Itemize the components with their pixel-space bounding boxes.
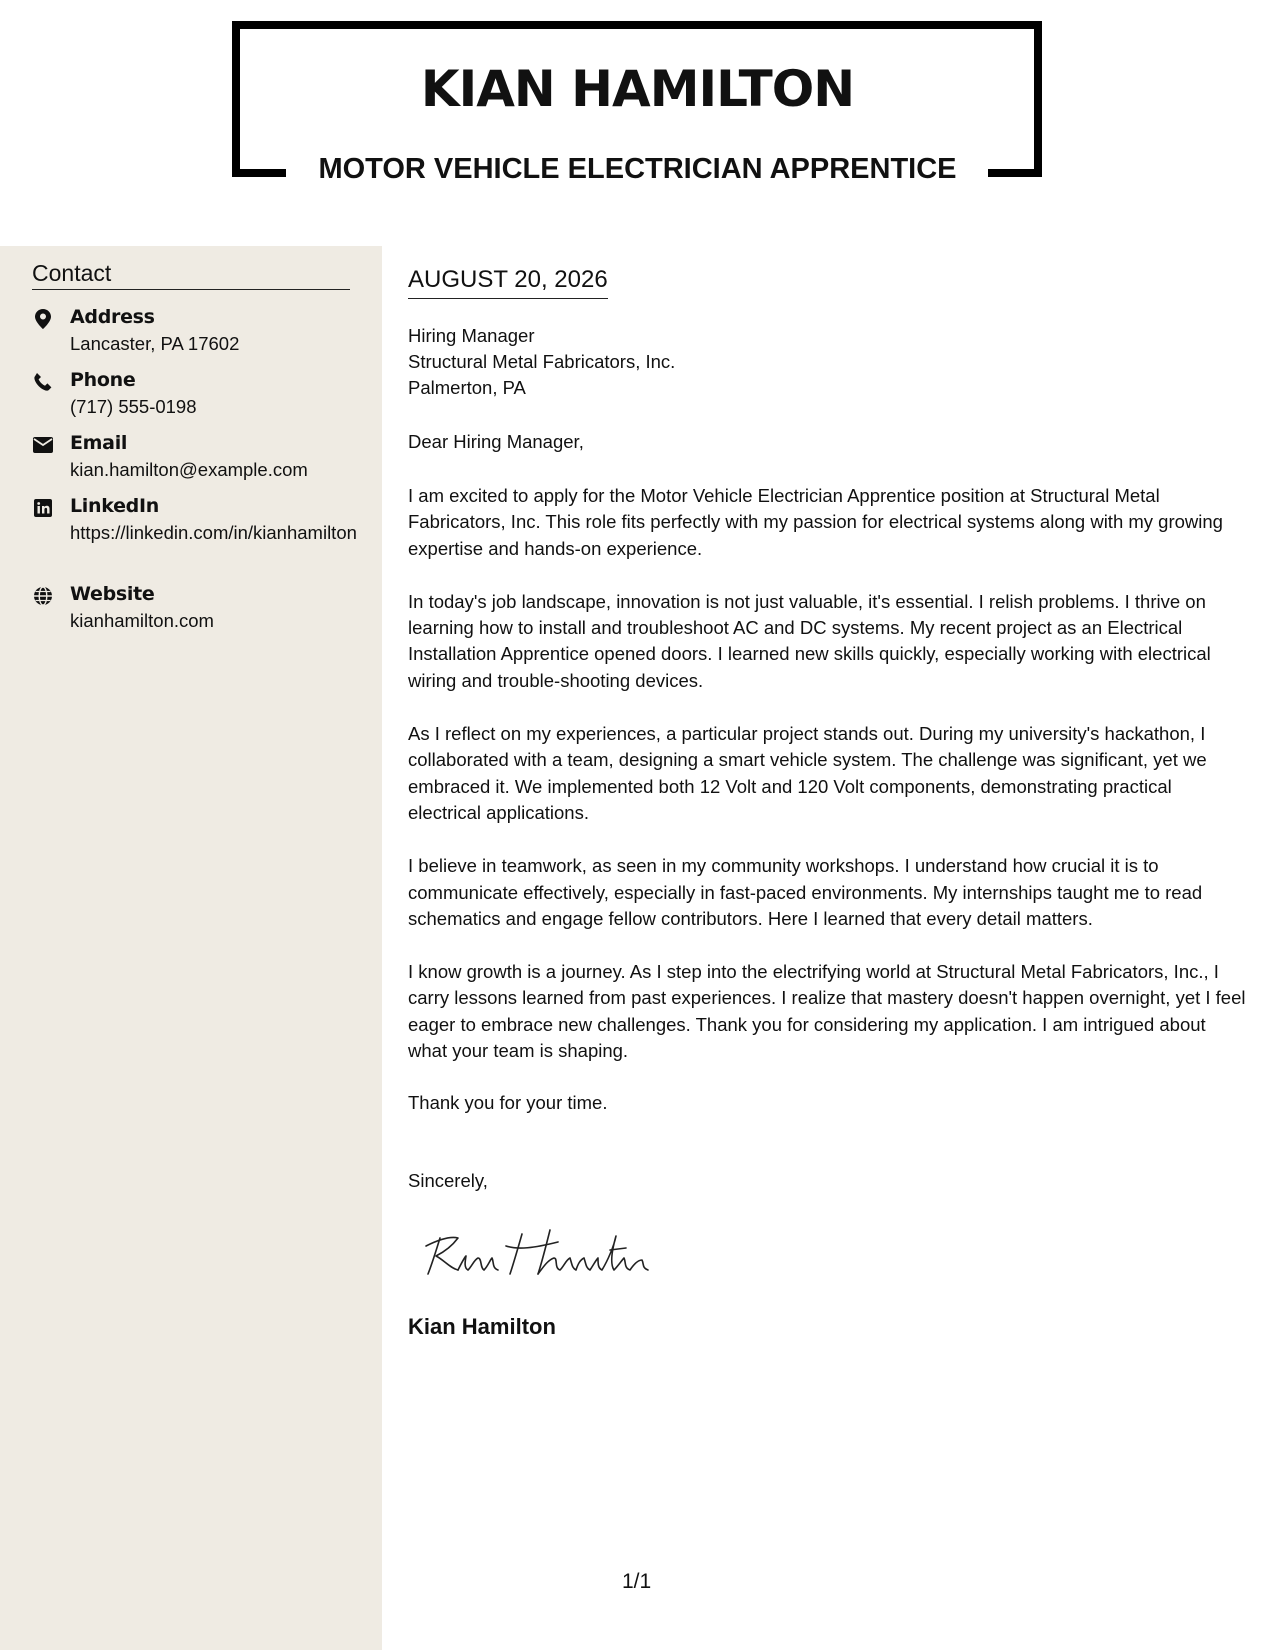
linkedin-icon <box>32 497 54 519</box>
signoff: Sincerely, <box>408 1170 488 1191</box>
salutation: Dear Hiring Manager, <box>408 431 584 452</box>
contact-value: kian.hamilton@example.com <box>70 459 308 480</box>
signer-name: Kian Hamilton <box>408 1314 556 1339</box>
applicant-name: KIAN HAMILTON <box>420 60 855 118</box>
contact-value[interactable]: https://linkedin.com/in/kianhamilton <box>70 522 357 543</box>
contact-value: Lancaster, PA 17602 <box>70 333 240 354</box>
contact-label: Email <box>70 432 128 454</box>
contact-label: Phone <box>70 369 136 391</box>
letter-paragraph: As I reflect on my experiences, a particular project stands out. During my university's hackathon, I collaborated with a team, designing a smart vehicle system. The challenge was significant, yet we embraced it. We implemented both 12 Volt and 120 Volt components, demonstrating practical electrical applications. <box>408 723 1207 823</box>
closing-thanks: Thank you for your time. <box>408 1092 608 1113</box>
letter-paragraph: In today's job landscape, innovation is not just valuable, it's essential. I relish problems. I thrive on learning how to install and troubleshoot AC and DC systems. My recent project as an Electrical Installation Apprentice opened doors. I learned new skills quickly, especially working with electrical wiring and trouble-shooting devices. <box>408 590 1211 691</box>
letter-paragraph: I know growth is a journey. As I step into the electrifying world at Structural Metal Fabricators, Inc., I carry lessons learned from past experiences. I realize that mastery doesn't happen overnight, yet I feel eager to embrace new challenges. Thank you for considering my application. I am intrigued about what your team is shaping. <box>408 961 1246 1062</box>
frame-top-bar <box>232 21 1042 29</box>
page-number: 1/1 <box>622 1570 652 1593</box>
contact-sidebar <box>0 246 382 1650</box>
contact-heading: Contact <box>32 260 350 290</box>
handwritten-signature <box>418 1216 658 1286</box>
recipient-line: Palmerton, PA <box>408 377 526 398</box>
contact-value: (717) 555-0198 <box>70 396 197 417</box>
job-title: MOTOR VEHICLE ELECTRICIAN APPRENTICE <box>318 153 957 185</box>
recipient-line: Structural Metal Fabricators, Inc. <box>408 351 676 372</box>
letter-paragraphs <box>408 483 1248 1091</box>
letter-header <box>0 0 1275 240</box>
letter-paragraph: I am excited to apply for the Motor Vehicle Electrician Apprentice position at Structural Metal Fabricators, Inc. This role fits perfectly with my passion for electrical systems along with my growing expertise and hands-on experience. <box>408 485 1223 559</box>
location-pin-icon <box>32 308 54 330</box>
contact-label: LinkedIn <box>70 495 159 517</box>
letter-date: AUGUST 20, 2026 <box>408 266 608 299</box>
recipient-block <box>408 323 675 401</box>
envelope-icon <box>32 434 54 456</box>
globe-icon <box>32 585 54 607</box>
contact-label: Address <box>70 306 155 328</box>
recipient-line: Hiring Manager <box>408 325 535 346</box>
contact-label: Website <box>70 583 155 605</box>
phone-icon <box>32 371 54 393</box>
contact-value[interactable]: kianhamilton.com <box>70 610 214 631</box>
letter-paragraph: I believe in teamwork, as seen in my community workshops. I understand how crucial it is to communicate effectively, especially in fast-paced environments. My internships taught me to read schematics and engage fellow contributors. Here I learned that every detail matters. <box>408 855 1203 929</box>
